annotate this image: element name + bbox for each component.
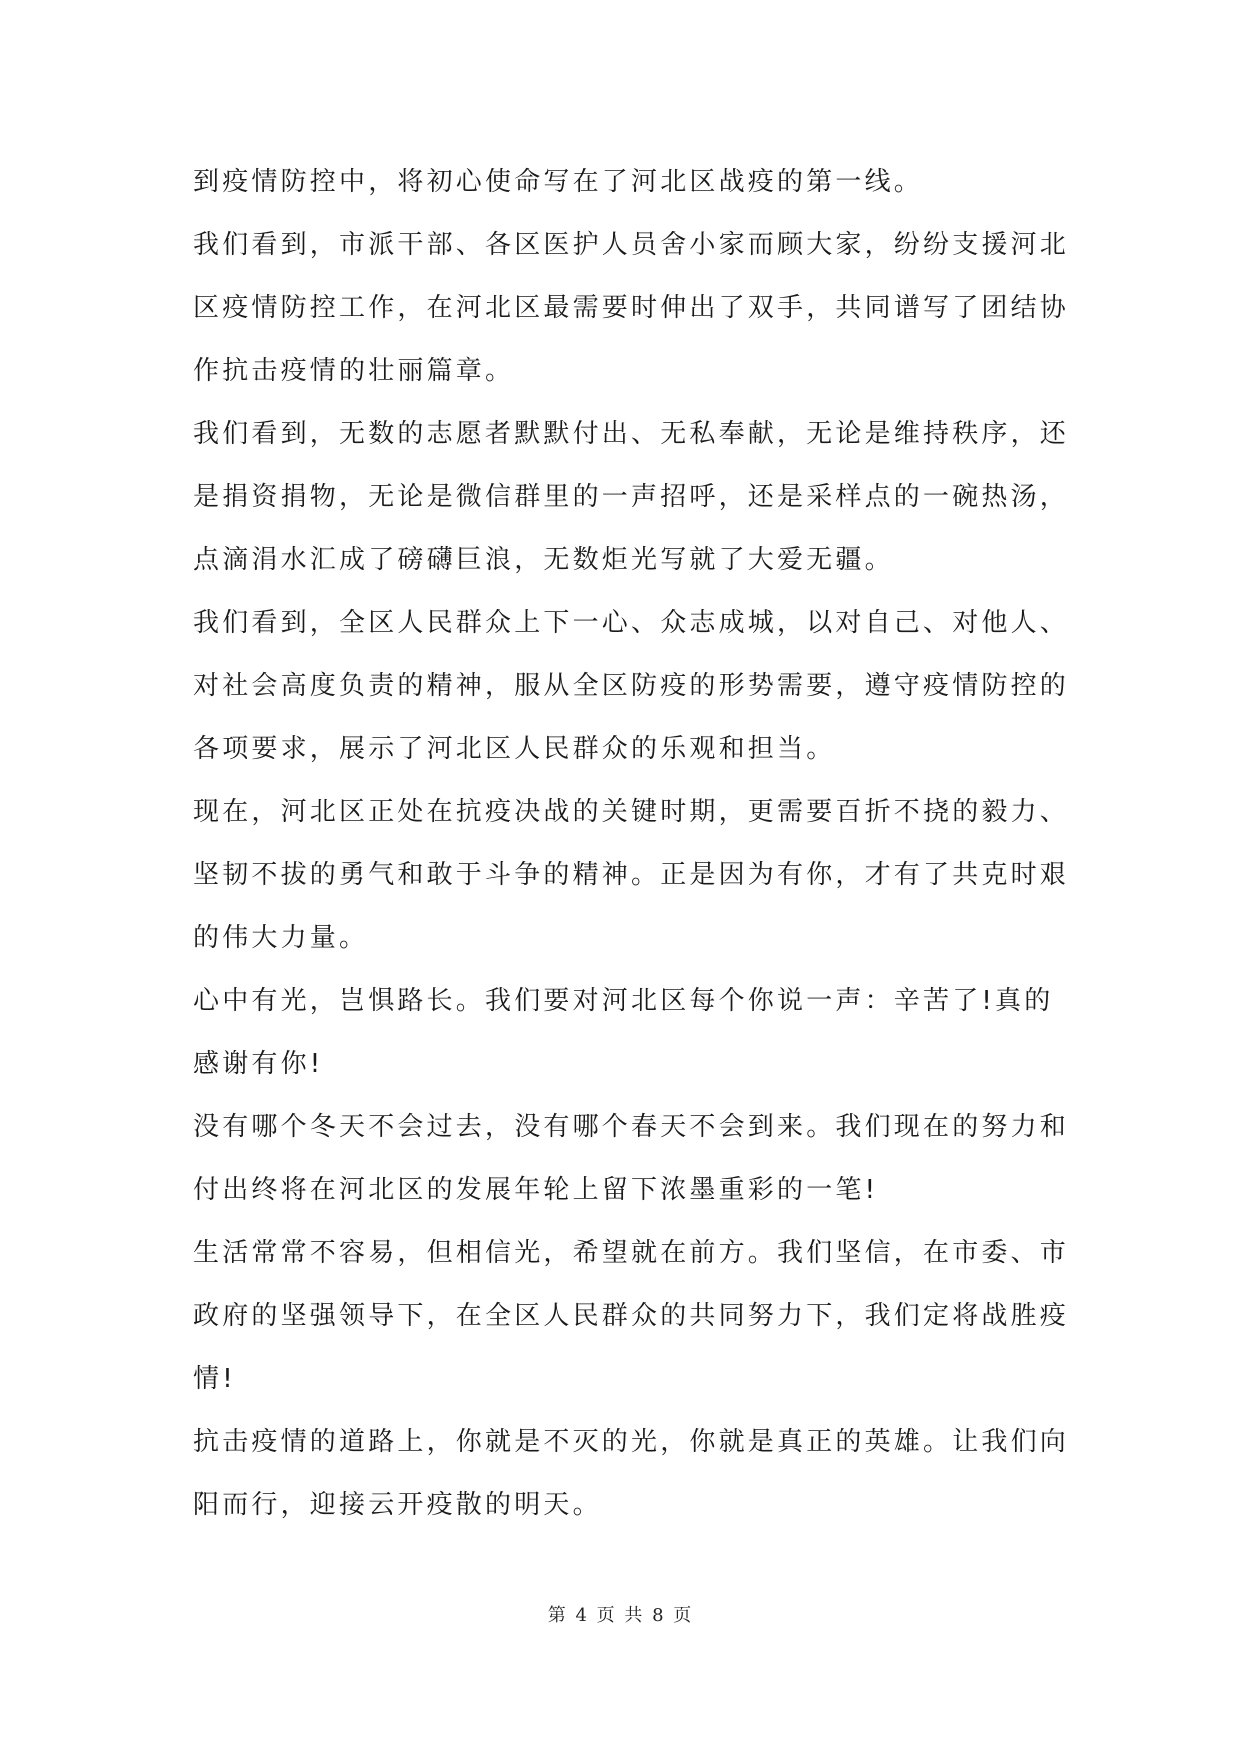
text-line: 现在，河北区正处在抗疫决战的关键时期，更需要百折不挠的毅力、 [193,797,1070,827]
text-line: 感谢有你! [193,1049,324,1079]
text-line: 我们看到，无数的志愿者默默付出、无私奉献，无论是维持秩序，还 [193,419,1070,449]
text-line: 我们看到，市派干部、各区医护人员舍小家而顾大家，纷纷支援河北 [193,230,1070,260]
text-line: 生活常常不容易，但相信光，希望就在前方。我们坚信，在市委、市 [193,1238,1070,1268]
text-line: 对社会高度负责的精神，服从全区防疫的形势需要，遵守疫情防控的 [193,671,1070,701]
text-line: 点滴涓水汇成了磅礴巨浪，无数炬光写就了大爱无疆。 [193,545,894,575]
text-line: 各项要求，展示了河北区人民群众的乐观和担当。 [193,734,836,764]
text-line: 是捐资捐物，无论是微信群里的一声招呼，还是采样点的一碗热汤， [193,482,1070,512]
text-line: 没有哪个冬天不会过去，没有哪个春天不会到来。我们现在的努力和 [193,1112,1070,1142]
text-line: 情! [193,1364,236,1394]
text-line: 心中有光，岂惧路长。我们要对河北区每个你说一声：辛苦了!真的 [193,986,1054,1016]
page-footer: 第 4 页 共 8 页 [547,1605,694,1626]
text-line: 作抗击疫情的壮丽篇章。 [193,356,515,386]
text-line: 区疫情防控工作，在河北区最需要时伸出了双手，共同谱写了团结协 [193,293,1070,323]
text-line: 我们看到，全区人民群众上下一心、众志成城，以对自己、对他人、 [193,608,1070,638]
text-line: 政府的坚强领导下，在全区人民群众的共同努力下，我们定将战胜疫 [193,1301,1070,1331]
text-line: 阳而行，迎接云开疫散的明天。 [193,1490,602,1520]
text-line: 坚韧不拔的勇气和敢于斗争的精神。正是因为有你，才有了共克时艰 [193,860,1070,890]
text-line: 抗击疫情的道路上，你就是不灭的光，你就是真正的英雄。让我们向 [193,1427,1070,1457]
text-line: 付出终将在河北区的发展年轮上留下浓墨重彩的一笔! [193,1175,879,1205]
text-line: 到疫情防控中，将初心使命写在了河北区战疫的第一线。 [193,167,924,197]
text-line: 的伟大力量。 [193,923,369,953]
